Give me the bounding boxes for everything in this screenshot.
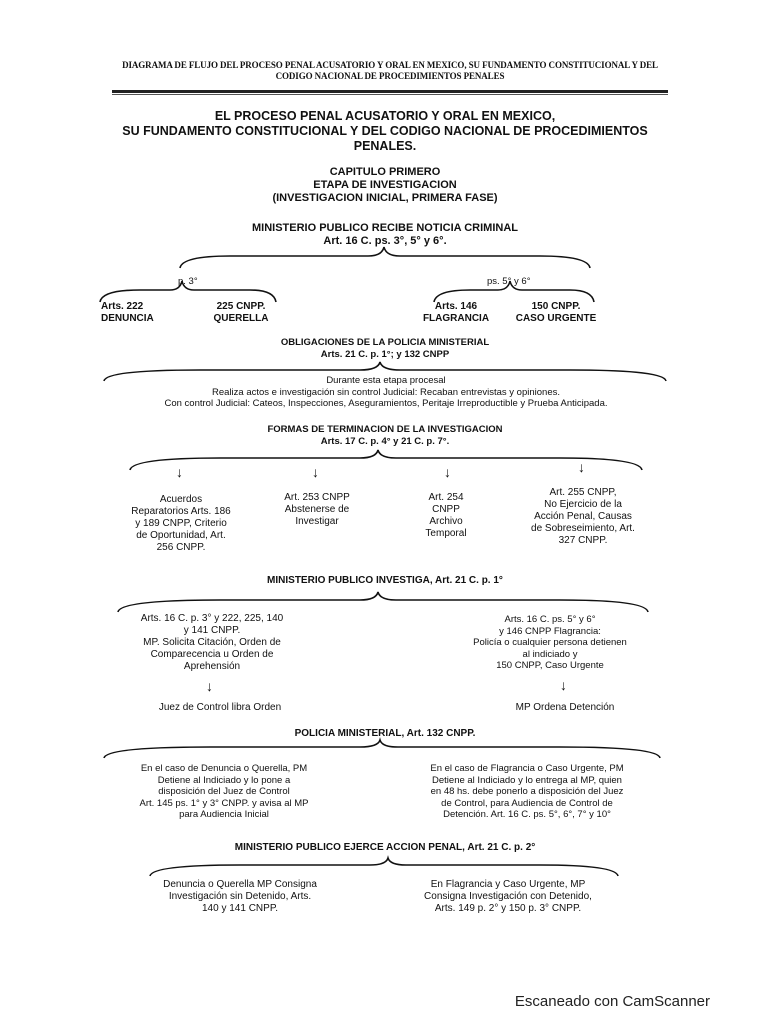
obligaciones-body-1: Durante esta etapa procesal [326, 375, 446, 386]
formas-title: FORMAS DE TERMINACION DE LA INVESTIGACION [267, 424, 503, 435]
accion-penal-right-block [392, 879, 624, 915]
investiga-right-line: Arts. 16 C. ps. 5° y 6° [504, 614, 596, 625]
mp-recibe-articles: Art. 16 C. ps. 3°, 5° y 6°. [323, 235, 447, 247]
caso-urgente-node [508, 301, 604, 325]
accion-penal-left-line: 140 y 141 CNPP. [202, 903, 278, 914]
arrow-down-icon: ↓ [176, 464, 183, 480]
policia-heading: POLICIA MINISTERIAL, Art. 132 CNPP. [294, 728, 476, 739]
brace-policia [104, 740, 660, 758]
flagrancia-label: FLAGRANCIA [422, 313, 490, 324]
querella-node [205, 301, 277, 325]
policia-left-line: para Audiencia Inicial [179, 809, 269, 820]
brace-noticia [180, 247, 590, 268]
scanner-watermark: Escaneado con CamScanner [514, 993, 710, 1010]
accion-penal-left-block [130, 879, 350, 915]
arrow-down-icon: ↓ [206, 678, 213, 694]
policia-right-line: en 48 hs. debe ponerlo a disposición del Juez [430, 786, 624, 797]
formas-item-line: Reparatorios Arts. 186 [131, 506, 231, 517]
brace-formas [130, 450, 642, 470]
policia-left-line: En el caso de Denuncia o Querella, PM [140, 763, 308, 774]
formas-item-line: de Oportunidad, Art. [136, 530, 226, 541]
accion-penal-right-line: En Flagrancia y Caso Urgente, MP [430, 879, 586, 890]
caso-urgente-articles: 150 CNPP. [531, 301, 581, 312]
policia-right-line: de Control, para Audiencia de Control de [441, 797, 613, 809]
formas-item-line: y 189 CNPP, Criterio [135, 518, 227, 529]
formas-item-line: Art. 254 [428, 492, 464, 503]
investiga-right-line: 150 CNPP, Caso Urgente [496, 660, 604, 671]
formas-item-line: 327 CNPP. [558, 535, 608, 546]
chapter-line-3: (INVESTIGACION INICIAL, PRIMERA FASE) [272, 192, 498, 204]
investiga-left-line: MP. Solicita Citación, Orden de [143, 637, 281, 648]
formas-item-line: Investigar [295, 516, 339, 527]
arrow-down-icon: ↓ [560, 677, 567, 693]
policia-right-line: Detención. Art. 16 C. ps. 5°, 6°, 7° y 10° [443, 809, 611, 820]
title-line-2: SU FUNDAMENTO CONSTITUCIONAL Y DEL CODIGO NACIONAL DE PROCEDIMIENTOS [122, 124, 648, 138]
accion-penal-heading: MINISTERIO PUBLICO EJERCE ACCION PENAL, Art. 21 C. p. 2° [234, 842, 536, 853]
formas-item-line: Art. 253 CNPP [284, 492, 350, 503]
title-line-1: EL PROCESO PENAL ACUSATORIO Y ORAL EN MEXICO, [214, 109, 556, 123]
header-line-2: CODIGO NACIONAL DE PROCEDIMIENTOS PENALES [275, 71, 505, 81]
arrow-down-icon: ↓ [578, 459, 585, 475]
denuncia-articles: Arts. 222 [101, 301, 144, 312]
formas-item-line: CNPP [432, 504, 460, 515]
accion-penal-left-line: Investigación sin Detenido, Arts. [168, 891, 312, 902]
investiga-right-block [450, 614, 650, 672]
obligaciones-title: OBLIGACIONES DE LA POLICIA MINISTERIAL [280, 337, 490, 348]
arrow-down-icon: ↓ [312, 464, 319, 480]
header-line-1: DIAGRAMA DE FLUJO DEL PROCESO PENAL ACUSATORIO Y ORAL EN MEXICO, SU FUNDAMENTO CONSTITUCIONAL Y DEL [122, 60, 658, 70]
formas-item-line: Temporal [425, 528, 467, 539]
investiga-left-line: Comparecencia u Orden de [150, 649, 274, 660]
chapter-line-2: ETAPA DE INVESTIGACION [313, 179, 457, 191]
formas-item-line: Abstenerse de [284, 504, 350, 515]
accion-penal-right-line: Consigna Investigación con Detenido, [424, 891, 592, 902]
chapter-line-1: CAPITULO PRIMERO [329, 166, 441, 178]
policia-left-line: Art. 145 ps. 1° y 3° CNPP. y avisa al MP [139, 797, 309, 809]
investiga-right-line: y 146 CNPP Flagrancia: [499, 625, 601, 637]
policia-left-line: disposición del Juez de Control [158, 786, 290, 797]
accion-penal-right-line: Arts. 149 p. 2° y 150 p. 3° CNPP. [434, 903, 582, 914]
policia-left-line: Detiene al Indiciado y lo pone a [157, 774, 291, 786]
flagrancia-node [416, 301, 496, 325]
formas-articles: Arts. 17 C. p. 4° y 21 C. p. 7°. [320, 435, 450, 447]
formas-item-line: Archivo [429, 516, 463, 527]
formas-acuerdos [110, 494, 252, 554]
formas-item-line: de Sobreseimiento, Art. [531, 523, 635, 534]
accion-penal-left-line: Denuncia o Querella MP Consigna [163, 879, 317, 890]
denuncia-node [101, 301, 154, 325]
investiga-right-line: Policía o cualquier persona detienen [473, 637, 627, 648]
policia-right-line: En el caso de Flagrancia o Caso Urgente, PM [430, 763, 624, 774]
brace-accion-penal [150, 858, 618, 876]
brace-investiga [118, 592, 648, 612]
investiga-left-block [112, 613, 312, 673]
formas-item-line: 256 CNPP. [156, 542, 206, 553]
policia-left-block [104, 763, 344, 821]
obligaciones-heading [200, 337, 570, 360]
flagrancia-articles: Arts. 146 [434, 301, 478, 312]
querella-articles: 225 CNPP. [216, 301, 266, 312]
policia-right-block [396, 763, 658, 821]
obligaciones-body-2: Realiza actos e investigación sin control Judicial: Recaban entrevistas y opiniones. [212, 386, 560, 398]
formas-archivo [406, 492, 486, 540]
denuncia-label: DENUNCIA [101, 313, 154, 324]
formas-no-ejercicio [508, 487, 658, 547]
policia-right-line: Detiene al Indiciado y lo entrega al MP, quien [432, 774, 622, 786]
juez-libra-orden: Juez de Control libra Orden [158, 702, 282, 713]
mp-investiga-heading: MINISTERIO PUBLICO INVESTIGA, Art. 21 C. p. 1° [267, 575, 503, 586]
obligaciones-articles: Arts. 21 C. p. 1°; y 132 CNPP [320, 348, 450, 360]
formas-item-line: Art. 255 CNPP, [549, 487, 617, 498]
mp-recibe-title: MINISTERIO PUBLICO RECIBE NOTICIA CRIMINAL [251, 222, 519, 234]
querella-label: QUERELLA [213, 313, 269, 324]
investiga-left-line: Aprehensión [183, 661, 241, 672]
caso-urgente-label: CASO URGENTE [515, 313, 597, 324]
title-line-3: PENALES. [353, 139, 417, 153]
formas-item-line: No Ejercicio de la [544, 499, 622, 510]
branch-left-label: p. 3° [178, 276, 198, 287]
investiga-left-line: Arts. 16 C. p. 3° y 222, 225, 140 [140, 613, 284, 624]
investiga-left-line: y 141 CNPP. [183, 625, 241, 636]
mp-ordena-detencion: MP Ordena Detención [515, 702, 615, 713]
formas-heading [200, 424, 570, 447]
obligaciones-body-3: Con control Judicial: Cateos, Inspecciones, Aseguramientos, Peritaje Irreproductible y Prueba Anticipada. [164, 398, 608, 409]
obligaciones-body [96, 375, 676, 410]
formas-item-line: Acuerdos [159, 494, 203, 505]
formas-abstenerse [262, 492, 372, 528]
formas-item-line: Acción Penal, Causas [534, 511, 632, 522]
arrow-down-icon: ↓ [444, 464, 451, 480]
investiga-right-line: al indiciado y [522, 648, 578, 660]
branch-right-label: ps. 5° y 6° [487, 276, 531, 287]
